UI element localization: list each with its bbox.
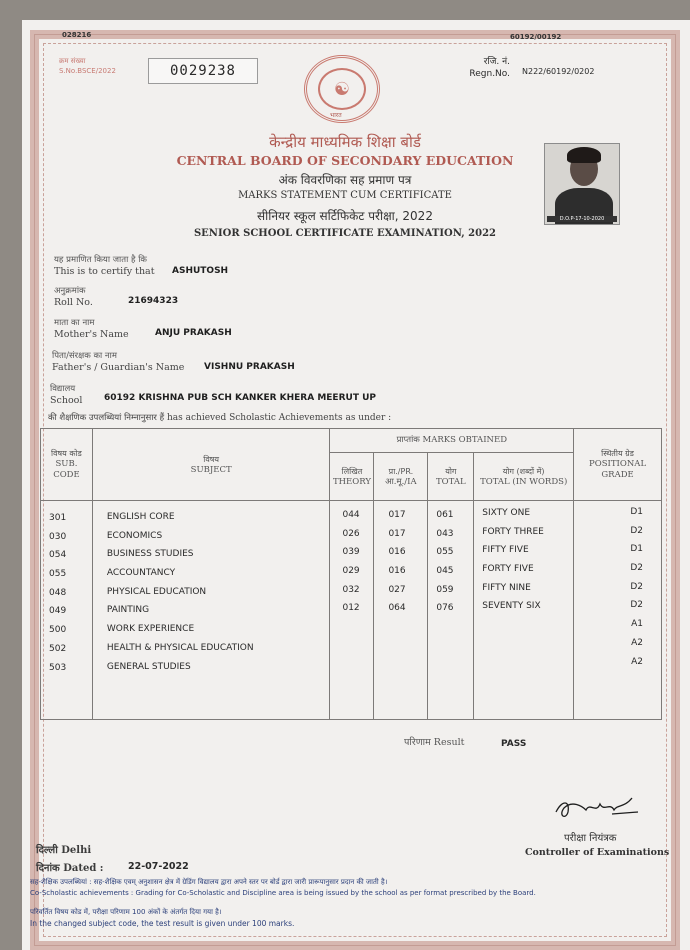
corner-code-left: 028216	[62, 31, 92, 39]
row-ia-cell	[388, 637, 427, 656]
photo-date-stamp: D.O.P-17-10-2020	[547, 216, 617, 222]
result-label: परिणाम Result	[404, 737, 465, 748]
marks-table	[40, 428, 662, 720]
regn-label: Regn.No.	[469, 69, 510, 79]
serial-label-block	[59, 56, 116, 76]
row-theory-cell: 032	[342, 584, 360, 595]
row-theory-cell: 029	[342, 566, 360, 577]
achievement-statement	[48, 413, 391, 424]
row-theory-cell	[342, 618, 373, 637]
row-grade-cell: A2	[631, 656, 643, 667]
header-subject: विषय SUBJECT	[92, 429, 330, 501]
statement-title-english: MARKS STATEMENT CUM CERTIFICATE	[238, 190, 452, 201]
row-total-cell	[436, 637, 473, 656]
row-words-cell	[482, 654, 573, 673]
cbse-emblem-logo	[304, 55, 380, 123]
corner-code-right: 60192/00192	[510, 33, 562, 41]
row-theory-cell: 039	[342, 547, 360, 558]
roll-label	[54, 286, 93, 308]
school-hindi: विद्यालय	[50, 384, 76, 394]
code-column	[41, 501, 93, 720]
header-total: योग TOTAL	[428, 453, 474, 501]
header-total-words: योग (शब्दों में) TOTAL (IN WORDS)	[474, 453, 574, 501]
row-subject-cell: ECONOMICS	[106, 530, 163, 541]
row-theory-cell: 026	[342, 528, 360, 539]
serial-hindi: क्रम संख्या	[59, 57, 86, 65]
row-theory-cell	[342, 656, 373, 675]
row-ia-cell: 064	[388, 603, 406, 614]
issue-date: 22-07-2022	[128, 861, 189, 872]
controller-hindi: परीक्षा नियंत्रक	[564, 833, 617, 844]
controller-signature	[552, 792, 642, 824]
achievement-hindi: की शैक्षणिक उपलब्धियां निम्नानुसार हैं	[48, 413, 165, 423]
ia-column	[374, 501, 428, 720]
row-subject-cell: HEALTH & PHYSICAL EDUCATION	[106, 642, 254, 653]
header-marks-obtained: प्राप्तांक MARKS OBTAINED	[330, 429, 574, 453]
row-grade-cell: D2	[630, 581, 643, 592]
row-subject-cell: ENGLISH CORE	[106, 512, 175, 522]
row-subject-cell: GENERAL STUDIES	[106, 661, 191, 672]
row-total-cell: 061	[436, 510, 454, 520]
place: दिल्ली Delhi	[36, 845, 92, 856]
row-theory-cell: 044	[342, 510, 360, 520]
row-grade-cell: D1	[630, 544, 643, 555]
row-words-cell: FORTY FIVE	[482, 564, 534, 575]
student-name: ASHUTOSH	[172, 266, 229, 276]
row-words-cell	[482, 616, 573, 635]
serial-label: S.No.BSCE/2022	[59, 67, 116, 75]
father-hindi: पिता/संरक्षक का नाम	[52, 351, 117, 361]
row-total-cell	[436, 656, 473, 675]
board-name-english: CENTRAL BOARD OF SECONDARY EDUCATION	[176, 153, 514, 168]
row-grade-cell: A1	[631, 619, 643, 630]
total-column	[428, 501, 474, 720]
row-grade-cell: D1	[630, 507, 643, 517]
statement-title-hindi: अंक विवरणिका सह प्रमाण पत्र	[278, 173, 412, 187]
row-code-cell: 049	[49, 606, 67, 617]
row-words-cell: FORTY THREE	[482, 526, 544, 537]
row-subject-cell: WORK EXPERIENCE	[106, 624, 195, 635]
grade-column	[574, 501, 662, 720]
row-total-cell: 055	[436, 547, 454, 558]
father-name: VISHNU PRAKASH	[204, 362, 295, 372]
row-ia-cell: 027	[388, 584, 406, 595]
subject-column	[92, 501, 330, 720]
serial-number: 0029238	[148, 58, 258, 84]
father-english: Father's / Guardian's Name	[52, 362, 185, 373]
header-ia: प्रा./PR. आ.मू./IA	[374, 453, 428, 501]
header-sub-code: विषय कोड SUB. CODE	[41, 429, 93, 501]
row-ia-cell	[388, 618, 427, 637]
row-code-cell: 048	[49, 587, 67, 598]
father-label	[52, 351, 184, 373]
mother-hindi: माता का नाम	[54, 318, 95, 328]
theory-column	[330, 501, 374, 720]
emblem-icon: ☯	[318, 68, 366, 110]
footnote-coscholastic: सह-शैक्षिक उपलब्धियां : सह-शैक्षिक एवम् अनुशासन क्षेत्र में ग्रेडिंग विद्यालय द्वारा अपने स्तर पर बोर्ड द्वारा जारी प्रारूपानुसार प्रदान की जाती है। Co-Scholastic achievements : Grading for Co-Scholastic and Discipline area is being issued by the school as per format prescribed by the Board.	[30, 878, 536, 897]
regn-number: N222/60192/0202	[522, 67, 595, 76]
school-name: 60192 KRISHNA PUB SCH KANKER KHERA MEERUT UP	[104, 393, 376, 403]
row-ia-cell: 017	[388, 510, 406, 520]
mother-name: ANJU PRAKASH	[155, 328, 232, 338]
logo-caption: भारत	[330, 112, 342, 119]
header-positional-grade: स्थितीय ग्रेड POSITIONAL GRADE	[574, 429, 662, 501]
row-code-cell: 301	[49, 513, 67, 523]
row-ia-cell: 016	[388, 547, 406, 558]
row-grade-cell: D2	[630, 563, 643, 574]
header-theory: लिखित THEORY	[330, 453, 374, 501]
row-grade-cell: A2	[631, 637, 643, 648]
certify-english: This is to certify that	[54, 266, 155, 277]
row-subject-cell: PHYSICAL EDUCATION	[106, 586, 207, 597]
row-words-cell: FIFTY FIVE	[482, 545, 529, 556]
regn-label-block	[430, 56, 510, 80]
row-code-cell: 502	[49, 643, 67, 654]
row-subject-cell: BUSINESS STUDIES	[106, 549, 194, 560]
achievement-english: has achieved Scholastic Achievements as under :	[167, 413, 392, 423]
roll-english: Roll No.	[54, 297, 93, 308]
school-english: School	[50, 395, 83, 406]
row-words-cell: FIFTY NINE	[482, 582, 531, 593]
row-total-cell: 076	[436, 603, 454, 614]
row-code-cell: 054	[49, 550, 67, 561]
regn-hindi: रजि. नं.	[483, 57, 510, 67]
row-subject-cell: PAINTING	[106, 605, 150, 616]
board-name-hindi: केन्द्रीय माध्यमिक शिक्षा बोर्ड	[269, 133, 421, 151]
row-code-cell: 500	[49, 625, 67, 636]
result-value: PASS	[501, 739, 527, 749]
school-label	[50, 384, 82, 406]
exam-title-hindi: सीनियर स्कूल सर्टिफिकेट परीक्षा, 2022	[257, 209, 433, 223]
row-theory-cell: 012	[342, 603, 360, 614]
footnote-changed-code: परिवर्तित विषय कोड में, परीक्षा परिणाम 100 अंकों के अंतर्गत दिया गया है। In the changed subject code, the test result is given under 100 marks.	[30, 908, 295, 928]
row-words-cell	[482, 635, 573, 654]
exam-title-english: SENIOR SCHOOL CERTIFICATE EXAMINATION, 2022	[193, 228, 497, 239]
row-grade-cell: D2	[630, 600, 643, 611]
row-ia-cell: 017	[388, 528, 406, 539]
student-photo	[544, 143, 620, 225]
row-total-cell: 045	[436, 566, 454, 577]
row-words-cell: SIXTY ONE	[482, 508, 530, 518]
mother-label	[54, 318, 129, 340]
row-ia-cell: 016	[388, 566, 406, 577]
row-grade-cell: D2	[630, 525, 643, 536]
roll-hindi: अनुक्रमांक	[54, 286, 86, 296]
row-total-cell	[436, 618, 473, 637]
date-label: दिनांक Dated :	[36, 863, 104, 874]
certify-label	[54, 255, 155, 277]
row-code-cell: 055	[49, 569, 67, 580]
row-ia-cell	[388, 656, 427, 675]
mother-english: Mother's Name	[54, 329, 129, 340]
certify-hindi: यह प्रमाणित किया जाता है कि	[54, 255, 147, 265]
row-theory-cell	[342, 637, 373, 656]
row-code-cell: 503	[49, 662, 67, 673]
row-total-cell: 043	[436, 528, 454, 539]
row-total-cell: 059	[436, 584, 454, 595]
row-code-cell: 030	[49, 531, 67, 542]
total-words-column	[474, 501, 574, 720]
roll-number: 21694323	[128, 296, 179, 306]
controller-title: Controller of Examinations	[525, 847, 670, 858]
row-words-cell: SEVENTY SIX	[482, 601, 541, 612]
row-subject-cell: ACCOUNTANCY	[106, 568, 176, 579]
